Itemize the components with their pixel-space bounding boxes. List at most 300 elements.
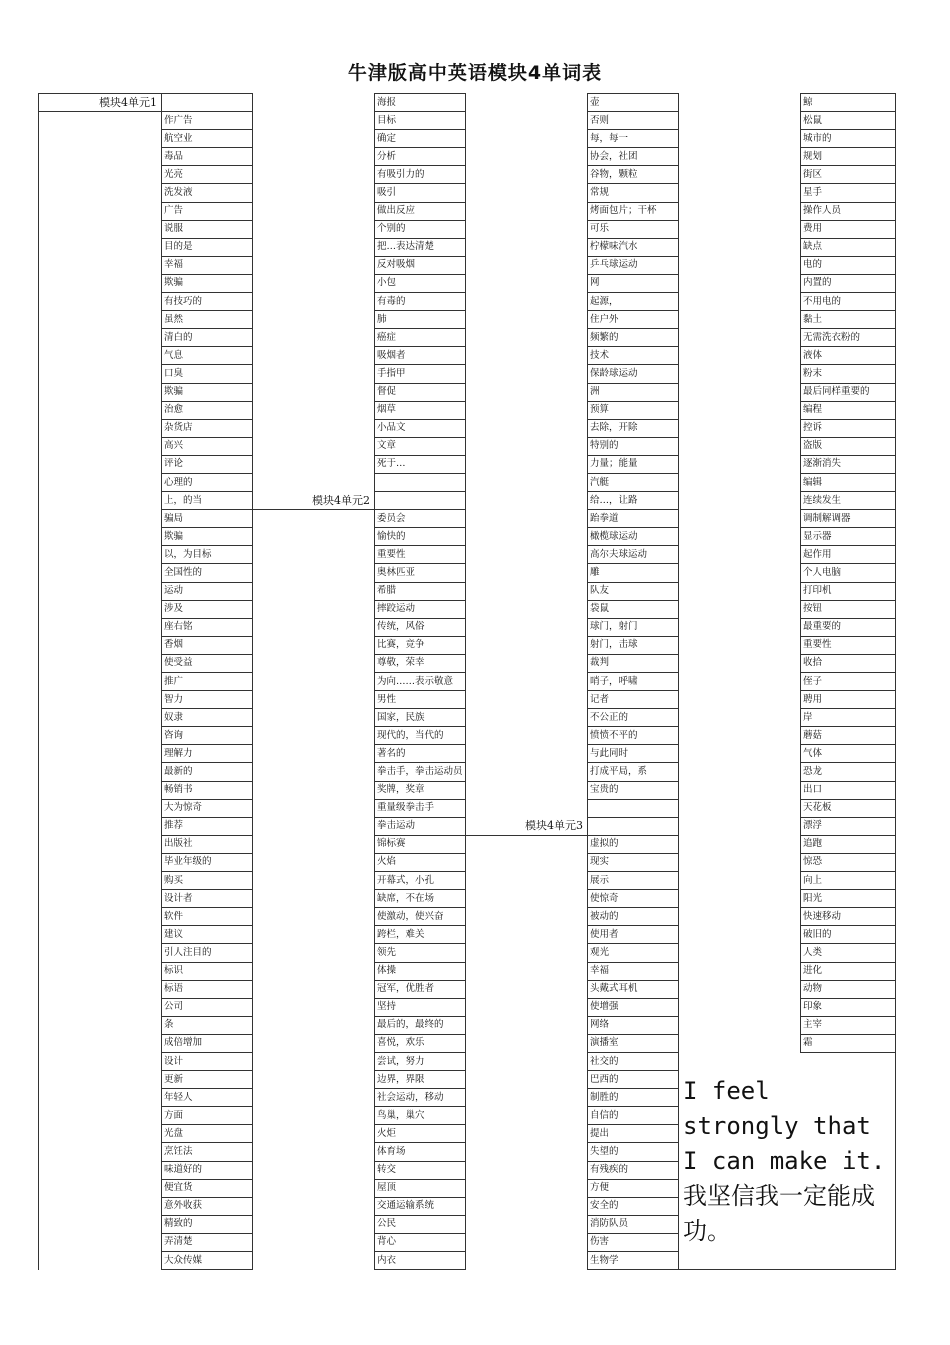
word-cell: 最新的 <box>162 763 253 781</box>
word-cell: 弄清楚 <box>162 1233 253 1251</box>
spacer-cell <box>39 1197 162 1215</box>
word-cell: 坚持 <box>375 998 466 1016</box>
spacer-cell <box>39 944 162 962</box>
word-cell: 与此同时 <box>588 745 679 763</box>
word-cell: 传统，风俗 <box>375 618 466 636</box>
word-cell: 去除，开除 <box>588 419 679 437</box>
spacer-cell <box>466 654 588 672</box>
spacer-cell <box>679 1016 801 1034</box>
table-row <box>39 220 896 238</box>
spacer-cell <box>679 492 801 510</box>
spacer-cell <box>466 763 588 781</box>
spacer-cell <box>253 419 375 437</box>
word-cell <box>588 817 679 835</box>
table-row <box>39 528 896 546</box>
word-cell: 尝试，努力 <box>375 1052 466 1070</box>
word-cell: 引人注目的 <box>162 944 253 962</box>
word-cell: 无需洗衣粉的 <box>801 329 896 347</box>
word-cell: 侄子 <box>801 673 896 691</box>
spacer-cell <box>679 94 801 112</box>
word-cell: 方便 <box>588 1179 679 1197</box>
spacer-cell <box>39 998 162 1016</box>
word-cell: 演播室 <box>588 1034 679 1052</box>
table-row <box>39 112 896 130</box>
spacer-cell <box>39 184 162 202</box>
spacer-cell <box>39 437 162 455</box>
word-cell: 有残疾的 <box>588 1161 679 1179</box>
table-row <box>39 130 896 148</box>
spacer-cell <box>253 1233 375 1251</box>
word-cell: 安全的 <box>588 1197 679 1215</box>
word-cell: 畅销书 <box>162 781 253 799</box>
spacer-cell <box>679 817 801 835</box>
spacer-cell <box>679 130 801 148</box>
word-cell: 虽然 <box>162 311 253 329</box>
word-cell: 最后同样重要的 <box>801 383 896 401</box>
word-cell: 使增强 <box>588 998 679 1016</box>
word-cell: 奥林匹亚 <box>375 564 466 582</box>
spacer-cell <box>253 1089 375 1107</box>
spacer-cell <box>39 1252 162 1270</box>
spacer-cell <box>466 872 588 890</box>
spacer-cell <box>39 727 162 745</box>
spacer-cell <box>679 582 801 600</box>
spacer-cell <box>466 1034 588 1052</box>
table-row <box>39 872 896 890</box>
spacer-cell <box>466 130 588 148</box>
word-cell: 治愈 <box>162 401 253 419</box>
table-row <box>39 184 896 202</box>
spacer-cell <box>39 1016 162 1034</box>
word-cell: 城市的 <box>801 130 896 148</box>
word-cell: 橄榄球运动 <box>588 528 679 546</box>
spacer-cell <box>253 781 375 799</box>
word-cell: 宝贵的 <box>588 781 679 799</box>
spacer-cell <box>39 1034 162 1052</box>
word-cell: 连续发生 <box>801 492 896 510</box>
spacer-cell <box>253 130 375 148</box>
spacer-cell <box>466 1089 588 1107</box>
word-cell: 天花板 <box>801 799 896 817</box>
word-cell: 否则 <box>588 112 679 130</box>
spacer-cell <box>39 293 162 311</box>
table-row <box>39 908 896 926</box>
spacer-cell <box>253 1179 375 1197</box>
word-cell: 香烟 <box>162 636 253 654</box>
spacer-cell <box>466 636 588 654</box>
spacer-cell <box>679 654 801 672</box>
table-row <box>39 94 896 112</box>
word-cell: 评论 <box>162 455 253 473</box>
spacer-cell <box>679 311 801 329</box>
spacer-cell <box>39 654 162 672</box>
word-cell: 毕业年级的 <box>162 853 253 871</box>
word-cell: 吸引 <box>375 184 466 202</box>
spacer-cell <box>253 166 375 184</box>
table-row <box>39 148 896 166</box>
word-cell: 拳击运动 <box>375 817 466 835</box>
table-row <box>39 691 896 709</box>
spacer-cell <box>39 636 162 654</box>
word-cell: 岸 <box>801 709 896 727</box>
word-cell: 以，为目标 <box>162 546 253 564</box>
spacer-cell <box>679 853 801 871</box>
spacer-cell <box>253 437 375 455</box>
spacer-cell <box>253 1071 375 1089</box>
word-cell: 观光 <box>588 944 679 962</box>
spacer-cell <box>253 799 375 817</box>
table-row <box>39 256 896 274</box>
word-cell: 味道好的 <box>162 1161 253 1179</box>
table-row <box>39 962 896 980</box>
spacer-cell <box>39 709 162 727</box>
word-cell: 标语 <box>162 980 253 998</box>
word-cell: 肺 <box>375 311 466 329</box>
spacer-cell <box>39 1161 162 1179</box>
spacer-cell <box>39 383 162 401</box>
word-cell: 哨子，呼啸 <box>588 673 679 691</box>
word-cell: 最后的，最终的 <box>375 1016 466 1034</box>
word-cell: 盗版 <box>801 437 896 455</box>
spacer-cell <box>39 202 162 220</box>
word-cell: 转交 <box>375 1161 466 1179</box>
spacer-cell <box>679 908 801 926</box>
table-row <box>39 944 896 962</box>
word-cell: 展示 <box>588 872 679 890</box>
word-cell: 愉快的 <box>375 528 466 546</box>
word-cell: 聘用 <box>801 691 896 709</box>
word-cell: 公司 <box>162 998 253 1016</box>
spacer-cell <box>253 1052 375 1070</box>
word-cell: 背心 <box>375 1233 466 1251</box>
table-row <box>39 347 896 365</box>
table-row <box>39 600 896 618</box>
spacer-cell <box>466 908 588 926</box>
word-cell: 死于… <box>375 455 466 473</box>
spacer-cell <box>253 835 375 853</box>
spacer-cell <box>679 618 801 636</box>
word-cell: 使用者 <box>588 926 679 944</box>
word-cell: 理解力 <box>162 745 253 763</box>
word-cell: 松鼠 <box>801 112 896 130</box>
spacer-cell <box>253 1034 375 1052</box>
spacer-cell <box>253 238 375 256</box>
word-cell: 头戴式耳机 <box>588 980 679 998</box>
word-cell: 体操 <box>375 962 466 980</box>
table-row <box>39 238 896 256</box>
spacer-cell <box>39 890 162 908</box>
word-cell: 航空业 <box>162 130 253 148</box>
spacer-cell <box>39 564 162 582</box>
table-row <box>39 980 896 998</box>
spacer-cell <box>466 166 588 184</box>
spacer-cell <box>466 1233 588 1251</box>
spacer-cell <box>466 564 588 582</box>
word-cell: 使受益 <box>162 654 253 672</box>
word-cell: 破旧的 <box>801 926 896 944</box>
word-cell: 乒乓球运动 <box>588 256 679 274</box>
word-cell: 逐渐消失 <box>801 455 896 473</box>
spacer-cell <box>39 763 162 781</box>
spacer-cell <box>679 799 801 817</box>
spacer-cell <box>466 220 588 238</box>
spacer-cell <box>253 546 375 564</box>
spacer-cell <box>39 980 162 998</box>
word-cell: 缺席，不在场 <box>375 890 466 908</box>
word-cell: 有毒的 <box>375 293 466 311</box>
word-cell: 做出反应 <box>375 202 466 220</box>
table-row <box>39 618 896 636</box>
word-cell: 小品文 <box>375 419 466 437</box>
word-cell: 欺骗 <box>162 528 253 546</box>
word-cell: 自信的 <box>588 1107 679 1125</box>
table-row <box>39 166 896 184</box>
spacer-cell <box>253 817 375 835</box>
word-cell: 起作用 <box>801 546 896 564</box>
word-cell: 幸福 <box>588 962 679 980</box>
spacer-cell <box>466 184 588 202</box>
word-cell: 欺骗 <box>162 274 253 292</box>
spacer-cell <box>679 455 801 473</box>
word-cell: 力量；能量 <box>588 455 679 473</box>
spacer-cell <box>466 1252 588 1270</box>
spacer-cell <box>466 1215 588 1233</box>
table-row <box>39 455 896 473</box>
word-cell: 涉及 <box>162 600 253 618</box>
word-cell: 精致的 <box>162 1215 253 1233</box>
word-cell: 运动 <box>162 582 253 600</box>
word-cell: 小包 <box>375 274 466 292</box>
spacer-cell <box>253 763 375 781</box>
word-cell: 建议 <box>162 926 253 944</box>
spacer-cell <box>679 347 801 365</box>
spacer-cell <box>466 311 588 329</box>
word-cell: 有技巧的 <box>162 293 253 311</box>
table-row <box>39 401 896 419</box>
word-cell: 调制解调器 <box>801 510 896 528</box>
word-cell: 幸福 <box>162 256 253 274</box>
spacer-cell <box>679 220 801 238</box>
spacer-cell <box>679 293 801 311</box>
spacer-cell <box>253 256 375 274</box>
spacer-cell <box>39 473 162 491</box>
spacer-cell <box>466 1071 588 1089</box>
spacer-cell <box>466 835 588 853</box>
word-cell: 网 <box>588 274 679 292</box>
table-row <box>39 781 896 799</box>
spacer-cell <box>466 600 588 618</box>
word-cell: 特别的 <box>588 437 679 455</box>
table-row <box>39 853 896 871</box>
word-cell: 跨栏，难关 <box>375 926 466 944</box>
word-cell: 设计 <box>162 1052 253 1070</box>
word-cell: 为向……表示敬意 <box>375 673 466 691</box>
spacer-cell <box>253 1215 375 1233</box>
spacer-cell <box>39 455 162 473</box>
spacer-cell <box>679 636 801 654</box>
spacer-cell <box>253 1107 375 1125</box>
word-cell: 年轻人 <box>162 1089 253 1107</box>
word-cell: 保龄球运动 <box>588 365 679 383</box>
word-cell: 被动的 <box>588 908 679 926</box>
word-cell: 社交的 <box>588 1052 679 1070</box>
spacer-cell <box>39 582 162 600</box>
table-row <box>39 835 896 853</box>
spacer-cell <box>466 1179 588 1197</box>
word-cell: 出版社 <box>162 835 253 853</box>
word-cell: 气体 <box>801 745 896 763</box>
word-cell: 国家，民族 <box>375 709 466 727</box>
spacer-cell <box>39 1052 162 1070</box>
spacer-cell <box>466 383 588 401</box>
word-cell: 打印机 <box>801 582 896 600</box>
spacer-cell <box>39 546 162 564</box>
word-cell: 重要性 <box>801 636 896 654</box>
word-cell: 起源， <box>588 293 679 311</box>
word-cell: 标识 <box>162 962 253 980</box>
spacer-cell <box>39 926 162 944</box>
spacer-cell <box>679 600 801 618</box>
table-row <box>39 202 896 220</box>
spacer-cell <box>253 220 375 238</box>
word-cell: 意外收获 <box>162 1197 253 1215</box>
word-cell: 屋顶 <box>375 1179 466 1197</box>
spacer-cell <box>253 455 375 473</box>
spacer-cell <box>679 329 801 347</box>
spacer-cell <box>253 383 375 401</box>
word-cell: 不公正的 <box>588 709 679 727</box>
spacer-cell <box>679 184 801 202</box>
spacer-cell <box>679 401 801 419</box>
spacer-cell <box>466 329 588 347</box>
spacer-cell <box>466 401 588 419</box>
spacer-cell <box>39 1107 162 1125</box>
spacer-cell <box>39 1071 162 1089</box>
spacer-cell <box>466 691 588 709</box>
word-cell: 漂浮 <box>801 817 896 835</box>
spacer-cell <box>679 238 801 256</box>
word-cell: 追跑 <box>801 835 896 853</box>
spacer-cell <box>253 853 375 871</box>
word-cell: 跆拳道 <box>588 510 679 528</box>
word-cell: 不用电的 <box>801 293 896 311</box>
word-cell: 常规 <box>588 184 679 202</box>
spacer-cell <box>253 148 375 166</box>
spacer-cell <box>466 1161 588 1179</box>
motto-note: I feel strongly that I can make it. 我坚信我一定能成功。 <box>679 1052 896 1269</box>
spacer-cell <box>466 202 588 220</box>
word-cell: 巴西的 <box>588 1071 679 1089</box>
word-cell: 裁判 <box>588 654 679 672</box>
spacer-cell <box>679 763 801 781</box>
spacer-cell <box>39 962 162 980</box>
word-cell: 希腊 <box>375 582 466 600</box>
spacer-cell <box>253 709 375 727</box>
word-cell: 控诉 <box>801 419 896 437</box>
word-cell: 大为惊奇 <box>162 799 253 817</box>
table-row <box>39 329 896 347</box>
spacer-cell <box>253 365 375 383</box>
spacer-cell <box>679 112 801 130</box>
spacer-cell <box>253 473 375 491</box>
word-cell: 咨询 <box>162 727 253 745</box>
spacer-cell <box>39 1233 162 1251</box>
table-row <box>39 1034 896 1052</box>
table-row <box>39 274 896 292</box>
word-cell: 清白的 <box>162 329 253 347</box>
section-header-unit2: 模块4单元2 <box>253 492 375 510</box>
word-cell: 惊恐 <box>801 853 896 871</box>
word-cell: 体育场 <box>375 1143 466 1161</box>
spacer-cell <box>679 202 801 220</box>
spacer-cell <box>466 510 588 528</box>
spacer-cell <box>466 944 588 962</box>
word-cell: 公民 <box>375 1215 466 1233</box>
table-row <box>39 492 896 510</box>
spacer-cell <box>466 419 588 437</box>
spacer-cell <box>253 890 375 908</box>
spacer-cell <box>679 835 801 853</box>
section-header-unit1: 模块4单元1 <box>39 94 162 112</box>
spacer-cell <box>679 528 801 546</box>
word-cell: 骗局 <box>162 510 253 528</box>
word-cell: 冠军，优胜者 <box>375 980 466 998</box>
spacer-cell <box>466 94 588 112</box>
spacer-cell <box>39 112 162 130</box>
spacer-cell <box>253 872 375 890</box>
spacer-cell <box>253 1143 375 1161</box>
spacer-cell <box>253 600 375 618</box>
word-cell: 向上 <box>801 872 896 890</box>
spacer-cell <box>466 781 588 799</box>
spacer-cell <box>679 944 801 962</box>
word-cell: 社会运动，移动 <box>375 1089 466 1107</box>
spacer-cell <box>466 890 588 908</box>
word-cell: 推荐 <box>162 817 253 835</box>
spacer-cell <box>39 347 162 365</box>
word-cell: 技术 <box>588 347 679 365</box>
word-cell: 烤面包片；干杯 <box>588 202 679 220</box>
word-cell: 阳光 <box>801 890 896 908</box>
spacer-cell <box>39 492 162 510</box>
spacer-cell <box>679 745 801 763</box>
word-cell: 摔跤运动 <box>375 600 466 618</box>
word-cell: 显示器 <box>801 528 896 546</box>
table-row <box>39 890 896 908</box>
word-cell: 拳击手，拳击运动员 <box>375 763 466 781</box>
spacer-cell <box>39 872 162 890</box>
table-row <box>39 817 896 835</box>
word-cell: 全国性的 <box>162 564 253 582</box>
word-cell: 领先 <box>375 944 466 962</box>
word-cell: 上，的当 <box>162 492 253 510</box>
spacer-cell <box>466 1107 588 1125</box>
word-cell <box>375 492 466 510</box>
word-cell: 口臭 <box>162 365 253 383</box>
word-cell: 主宰 <box>801 1016 896 1034</box>
table-row <box>39 745 896 763</box>
page-title: 牛津版高中英语模块4单词表 <box>347 62 603 84</box>
word-cell: 粉末 <box>801 365 896 383</box>
word-cell: 欺骗 <box>162 383 253 401</box>
spacer-cell <box>39 1215 162 1233</box>
table-row <box>39 1016 896 1034</box>
spacer-cell <box>39 528 162 546</box>
spacer-cell <box>466 853 588 871</box>
word-cell: 个别的 <box>375 220 466 238</box>
spacer-cell <box>39 329 162 347</box>
word-cell: 电的 <box>801 256 896 274</box>
